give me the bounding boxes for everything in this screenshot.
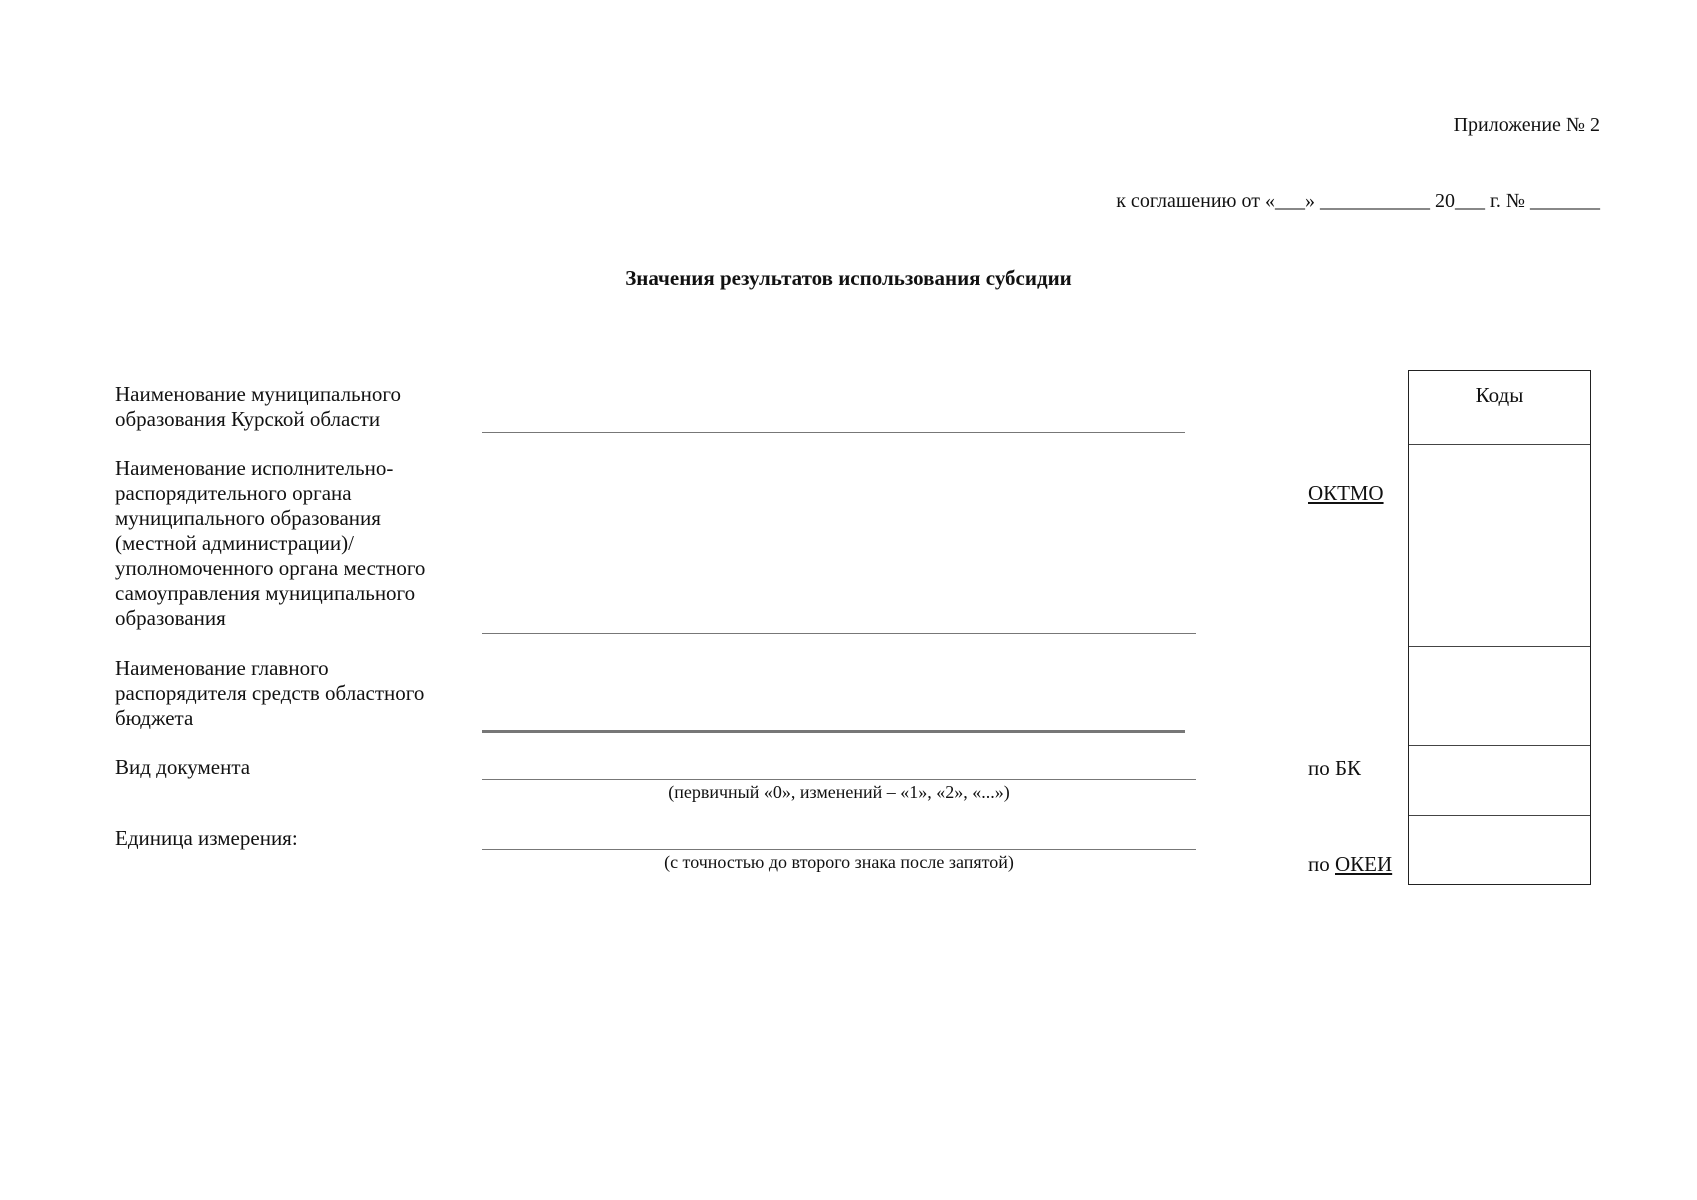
unit-hint: (с точностью до второго знака после запятой): [664, 852, 1014, 872]
codes-header-cell: [1409, 371, 1590, 445]
budget-manager-code-cell[interactable]: [1409, 647, 1590, 746]
document-title: Значения результатов использования субсидии: [625, 266, 1072, 290]
bk-prefix: по: [1308, 756, 1330, 780]
appendix-number: Приложение № 2: [1453, 114, 1600, 136]
okei-label: [1308, 852, 1392, 877]
budget-manager-label: Наименование главного распорядителя средств областного бюджета: [115, 656, 425, 730]
municipality-label: Наименование муниципального образования Курской области: [115, 382, 401, 431]
okei-code-name: ОКЕИ: [1335, 852, 1393, 876]
executive-body-fill-line[interactable]: [482, 633, 1196, 634]
municipality-fill-line[interactable]: [482, 432, 1185, 433]
bk-label: [1308, 756, 1361, 781]
okei-code-cell[interactable]: [1409, 816, 1590, 884]
okei-prefix: по: [1308, 852, 1330, 876]
codes-table: [1408, 370, 1591, 885]
bk-code-name: БК: [1335, 756, 1362, 780]
unit-fill-line[interactable]: [482, 849, 1196, 850]
document-type-label: Вид документа: [115, 755, 251, 779]
executive-body-label: Наименование исполнительно- распорядительного органа муниципального образования (местной администрации)/ уполномоченного органа местного самоуправления муниципального образования: [115, 456, 426, 630]
oktmo-code-cell[interactable]: [1409, 445, 1590, 647]
oktmo-label: ОКТМО: [1308, 481, 1384, 505]
agreement-reference: к соглашению от «___» ___________ 20___ г. № _______: [1116, 190, 1600, 212]
budget-manager-fill-line[interactable]: [482, 730, 1185, 733]
codes-header: Коды: [1475, 383, 1524, 407]
bk-code-cell[interactable]: [1409, 746, 1590, 816]
document-type-fill-line[interactable]: [482, 779, 1196, 780]
unit-label: Единица измерения:: [115, 826, 298, 850]
document-type-hint: (первичный «0», изменений – «1», «2», «...»): [668, 782, 1010, 802]
